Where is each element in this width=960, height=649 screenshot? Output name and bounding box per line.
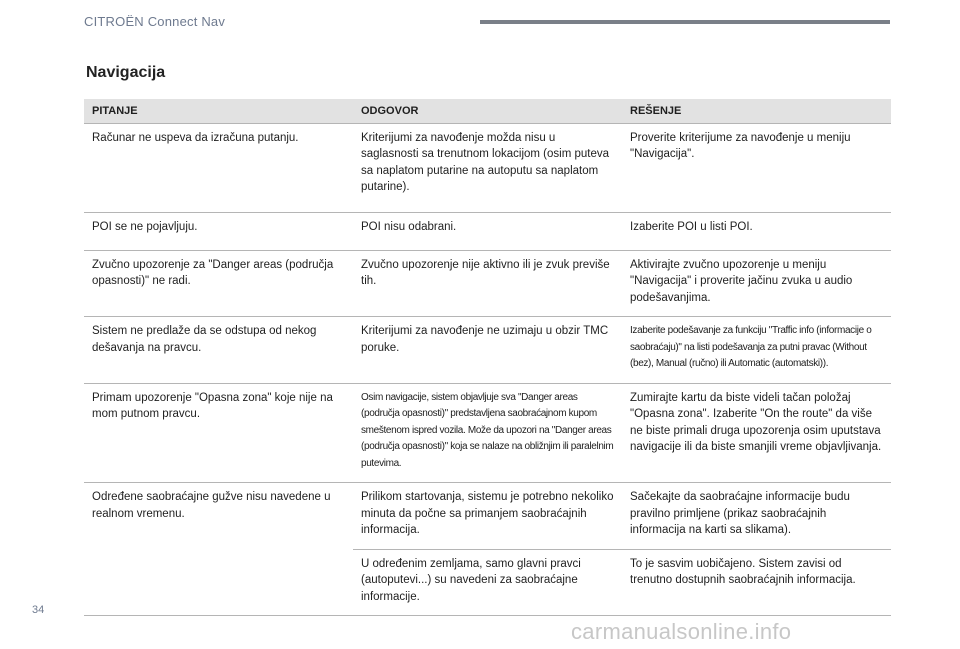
question-cell: Primam upozorenje "Opasna zona" koje nije na mom putnom pravcu. bbox=[84, 383, 353, 483]
table-row bbox=[84, 123, 891, 212]
solution-cell: Aktivirajte zvučno upozorenje u meniju "Navigacija" i proverite jačinu zvuka u audio podešavanjima. bbox=[622, 250, 891, 317]
answer-cell: Prilikom startovanja, sistemu je potrebno nekoliko minuta da počne sa primanjem saobraćajnih informacija. bbox=[353, 483, 622, 550]
answer-cell: Kriterijumi za navođenje možda nisu u saglasnosti sa trenutnom lokacijom (osim puteva sa naplatom putarine na autoputu sa naplatom putarine). bbox=[353, 123, 622, 212]
question-cell: Sistem ne predlaže da se odstupa od nekog dešavanja na pravcu. bbox=[84, 317, 353, 384]
table-row bbox=[84, 250, 891, 317]
solution-cell: Sačekajte da saobraćajne informacije budu pravilno primljene (prikaz saobraćajnih informacija na karti sa slikama). bbox=[622, 483, 891, 550]
header-divider-bar bbox=[480, 20, 890, 24]
solution-cell: Izaberite podešavanje za funkciju "Traffic info (informacije o saobraćaju)" na listi podešavanja za putni pravac (Without (bez), Manual (ručno) ili Automatic (automatski)). bbox=[622, 317, 891, 384]
table-row bbox=[84, 212, 891, 250]
column-header-solution: REŠENJE bbox=[622, 99, 891, 123]
table-header-row bbox=[84, 99, 891, 123]
question-cell: POI se ne pojavljuju. bbox=[84, 212, 353, 250]
page-title: Navigacija bbox=[86, 64, 166, 81]
column-header-question: PITANJE bbox=[84, 99, 353, 123]
solution-cell: Proverite kriterijume za navođenje u meniju "Navigacija". bbox=[622, 123, 891, 212]
watermark: carmanualsonline.info bbox=[571, 619, 792, 644]
page-number: 34 bbox=[32, 604, 45, 616]
solution-cell: To je sasvim uobičajeno. Sistem zavisi od trenutno dostupnih saobraćajnih informacija. bbox=[622, 549, 891, 616]
question-cell: Računar ne uspeva da izračuna putanju. bbox=[84, 123, 353, 212]
question-cell: Zvučno upozorenje za "Danger areas (područja opasnosti)" ne radi. bbox=[84, 250, 353, 317]
header-brand: CITROËN Connect Nav bbox=[84, 14, 226, 29]
column-header-answer: ODGOVOR bbox=[353, 99, 622, 123]
troubleshooting-table bbox=[84, 99, 891, 616]
answer-cell: U određenim zemljama, samo glavni pravci (autoputevi...) su navedeni za saobraćajne informacije. bbox=[353, 549, 622, 616]
table-row bbox=[84, 317, 891, 384]
table-row bbox=[84, 483, 891, 550]
table-row bbox=[84, 383, 891, 483]
question-cell: Određene saobraćajne gužve nisu navedene u realnom vremenu. bbox=[84, 483, 353, 616]
answer-cell: POI nisu odabrani. bbox=[353, 212, 622, 250]
answer-cell: Zvučno upozorenje nije aktivno ili je zvuk previše tih. bbox=[353, 250, 622, 317]
answer-cell: Kriterijumi za navođenje ne uzimaju u obzir TMC poruke. bbox=[353, 317, 622, 384]
solution-cell: Zumirajte kartu da biste videli tačan položaj "Opasna zona". Izaberite "On the route" da više ne biste primali druga upozorenja osim uputstava navigacije ili da biste smanjili vreme objavljivanja. bbox=[622, 383, 891, 483]
solution-cell: Izaberite POI u listi POI. bbox=[622, 212, 891, 250]
answer-cell: Osim navigacije, sistem objavljuje sva "Danger areas (područja opasnosti)" predstavljena saobraćajnom kupom smeštenom ispred vozila. Može da upozori na "Danger areas (područja opasnosti)" koja se nalaze na obližnjim ili paralelnim putevima. bbox=[353, 383, 622, 483]
